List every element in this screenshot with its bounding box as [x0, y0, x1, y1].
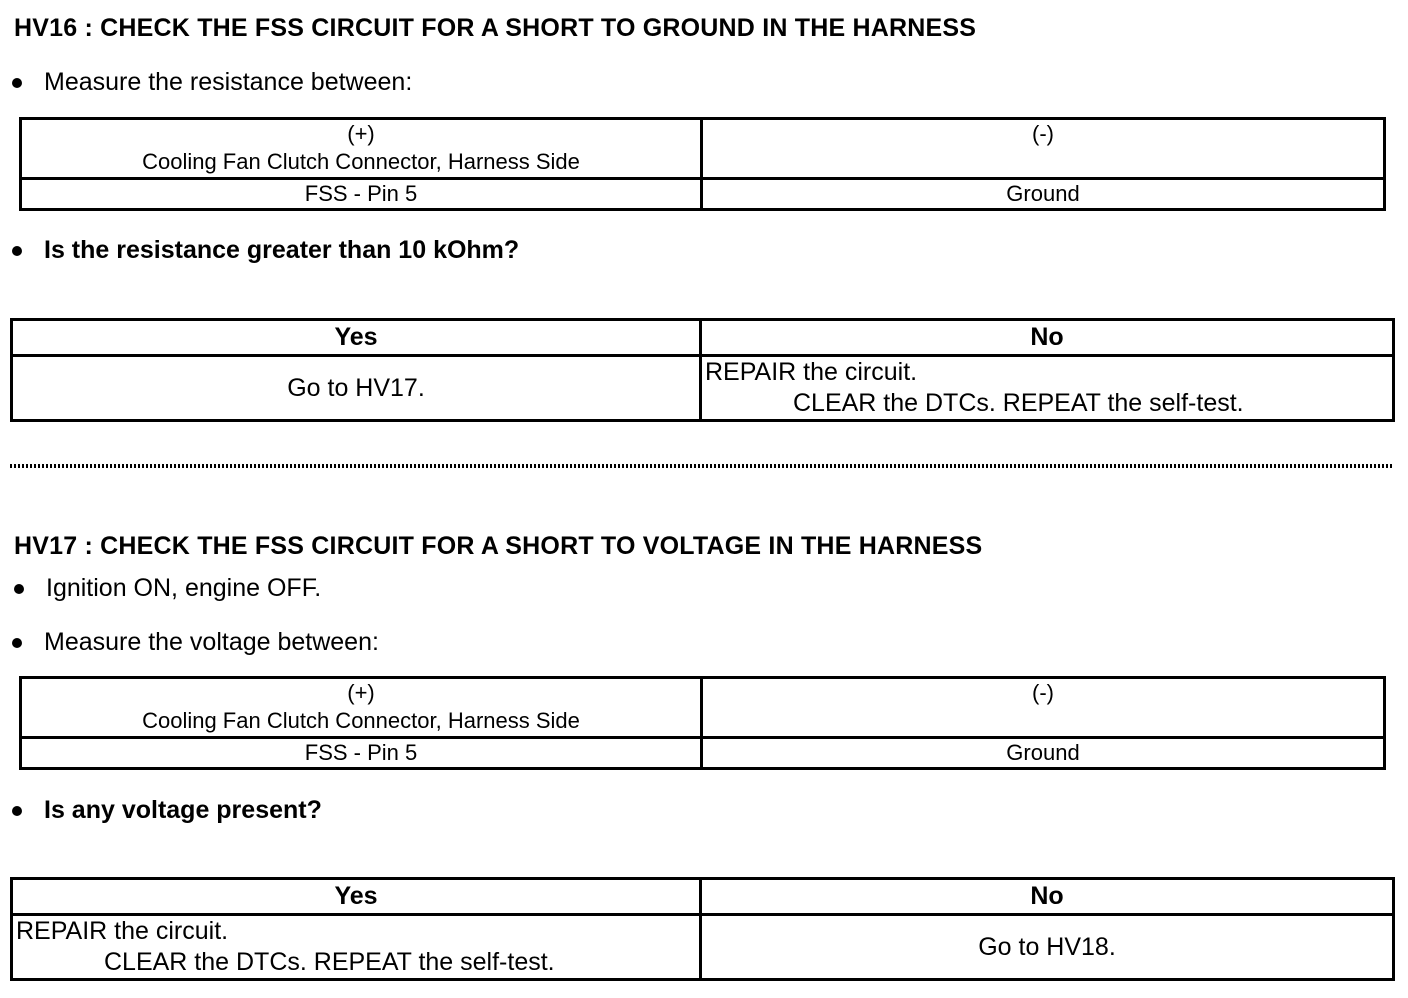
hv17-step-measure — [12, 628, 379, 657]
hv17-plus-header: (+) — [347, 680, 375, 705]
hv16-no-header: No — [701, 320, 1394, 356]
bullet-icon — [14, 584, 24, 594]
hv16-step-measure — [12, 68, 412, 97]
hv16-minus-value: Ground — [702, 179, 1385, 210]
hv16-minus-header-cell — [702, 119, 1385, 179]
hv17-step-ignition — [14, 574, 321, 603]
hv16-plus-header-cell — [21, 119, 702, 179]
hv17-yes-action-line1: REPAIR the circuit. — [16, 917, 229, 945]
hv17-answer-table — [10, 877, 1395, 981]
hv16-question-text: Is the resistance greater than 10 kOhm? — [44, 236, 520, 264]
hv16-plus-subheader: Cooling Fan Clutch Connector, Harness Side — [142, 149, 580, 174]
bullet-icon — [12, 806, 22, 816]
hv16-no-action-line1: REPAIR the circuit. — [705, 358, 918, 386]
hv17-step-measure-text: Measure the voltage between: — [44, 628, 379, 656]
hv17-plus-header-cell — [21, 678, 702, 738]
hv17-step-ignition-text: Ignition ON, engine OFF. — [46, 574, 322, 602]
hv16-answer-table — [10, 318, 1395, 422]
hv16-no-action — [701, 356, 1394, 421]
hv17-minus-header: (-) — [1032, 680, 1054, 705]
hv17-yes-action — [12, 915, 701, 980]
hv17-question — [12, 796, 322, 825]
bullet-icon — [12, 638, 22, 648]
bullet-icon — [12, 246, 22, 256]
hv16-title: HV16 : CHECK THE FSS CIRCUIT FOR A SHORT TO GROUND IN THE HARNESS — [14, 14, 977, 42]
hv17-yes-action-line2: CLEAR the DTCs. REPEAT the self-test. — [104, 948, 555, 976]
hv16-minus-header: (-) — [1032, 121, 1054, 146]
hv16-question — [12, 236, 519, 265]
hv16-step-measure-text: Measure the resistance between: — [44, 68, 413, 96]
hv17-plus-value: FSS - Pin 5 — [21, 738, 702, 769]
hv17-no-action: Go to HV18. — [701, 915, 1394, 980]
hv16-no-action-line2: CLEAR the DTCs. REPEAT the self-test. — [793, 389, 1244, 417]
bullet-icon — [12, 78, 22, 88]
hv16-yes-action: Go to HV17. — [12, 356, 701, 421]
section-divider — [10, 464, 1392, 468]
hv16-plus-value: FSS - Pin 5 — [21, 179, 702, 210]
hv17-measurement-table — [19, 676, 1386, 770]
hv16-yes-header: Yes — [12, 320, 701, 356]
hv17-plus-subheader: Cooling Fan Clutch Connector, Harness Side — [142, 708, 580, 733]
hv17-minus-header-cell — [702, 678, 1385, 738]
hv17-no-header: No — [701, 879, 1394, 915]
hv16-measurement-table — [19, 117, 1386, 211]
hv17-question-text: Is any voltage present? — [44, 796, 322, 824]
hv16-plus-header: (+) — [347, 121, 375, 146]
hv17-title: HV17 : CHECK THE FSS CIRCUIT FOR A SHORT TO VOLTAGE IN THE HARNESS — [14, 532, 983, 560]
hv17-minus-value: Ground — [702, 738, 1385, 769]
hv17-yes-header: Yes — [12, 879, 701, 915]
